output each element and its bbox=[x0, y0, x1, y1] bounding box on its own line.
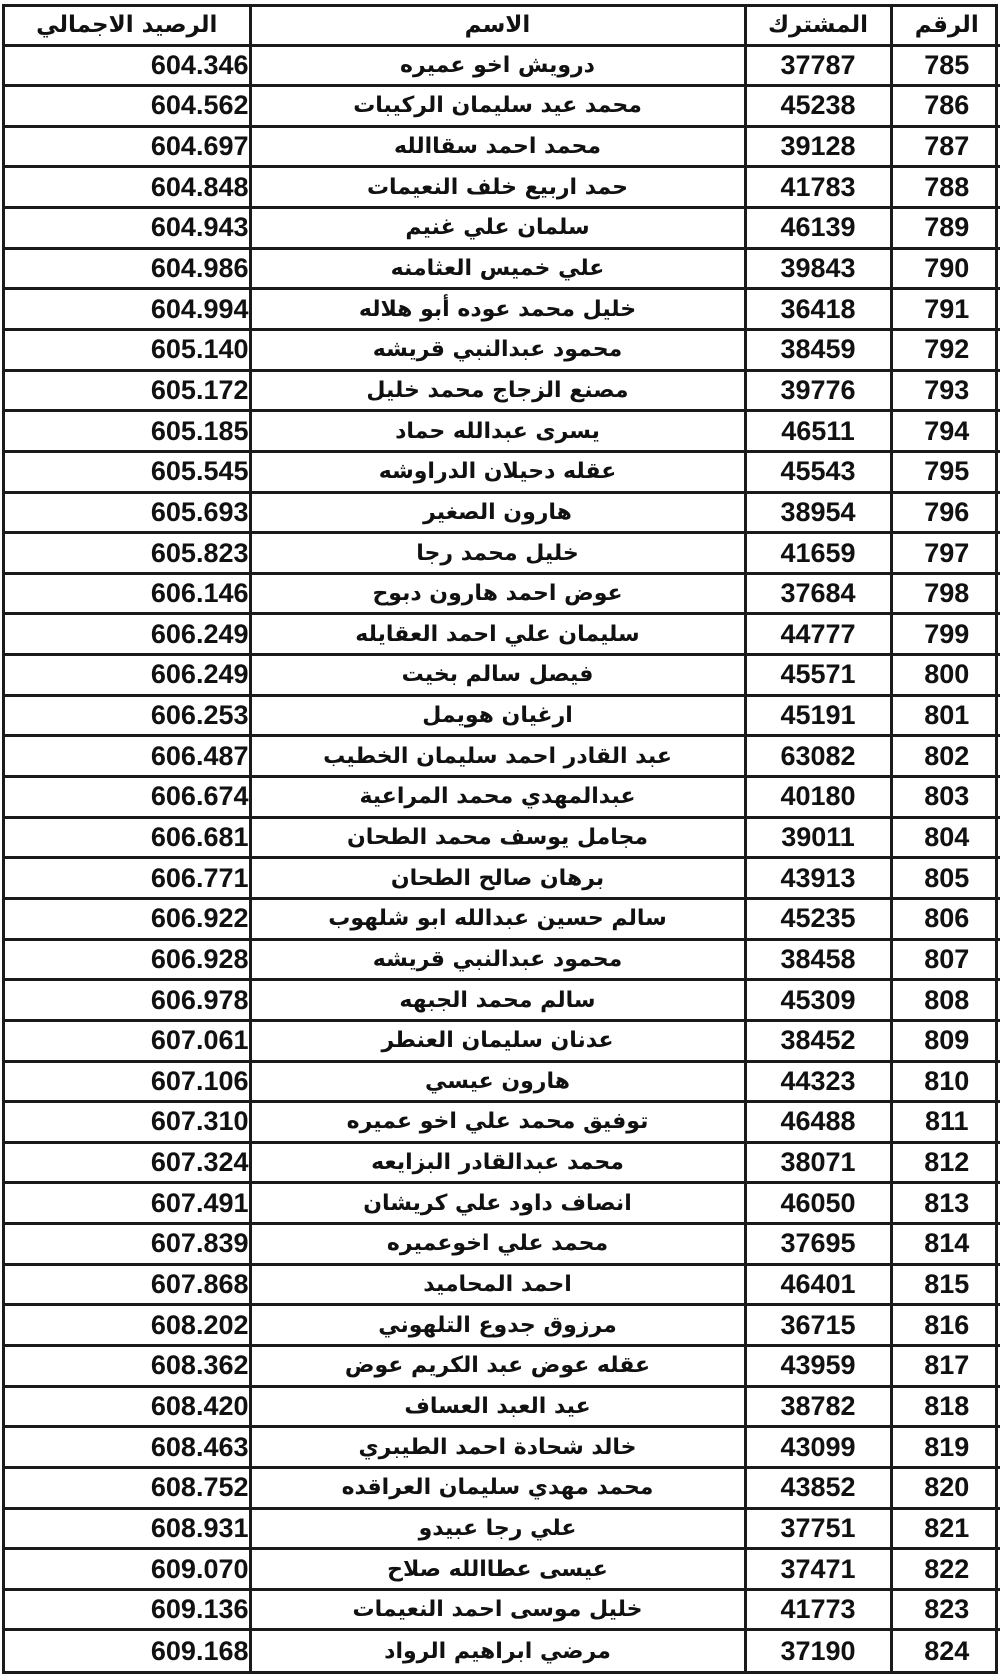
cell-name: علي رجا عبيدو bbox=[250, 1508, 745, 1549]
cell-name: مصنع الزجاج محمد خليل bbox=[250, 370, 745, 411]
table-header-row bbox=[5, 7, 1000, 45]
cell-number: 816 bbox=[891, 1305, 1000, 1346]
cell-number: 817 bbox=[891, 1346, 1000, 1387]
cell-subscriber: 39776 bbox=[745, 370, 891, 411]
cell-subscriber: 41783 bbox=[745, 167, 891, 208]
cell-balance: 607.868 bbox=[5, 1264, 250, 1305]
table-row bbox=[5, 1061, 1000, 1102]
cell-number: 806 bbox=[891, 898, 1000, 939]
header-balance: الرصيد الاجمالي bbox=[5, 7, 250, 45]
cell-subscriber: 46488 bbox=[745, 1102, 891, 1143]
cell-subscriber: 36418 bbox=[745, 289, 891, 330]
cell-name: محمد مهدي سليمان العراقده bbox=[250, 1467, 745, 1508]
cell-balance: 606.487 bbox=[5, 736, 250, 777]
cell-number: 798 bbox=[891, 573, 1000, 614]
cell-balance: 606.674 bbox=[5, 777, 250, 818]
cell-subscriber: 44323 bbox=[745, 1061, 891, 1102]
table-row bbox=[5, 736, 1000, 777]
table-row bbox=[5, 777, 1000, 818]
cell-subscriber: 43852 bbox=[745, 1467, 891, 1508]
cell-balance: 607.839 bbox=[5, 1224, 250, 1265]
table-row bbox=[5, 1346, 1000, 1387]
cell-balance: 609.168 bbox=[150, 1635, 249, 1666]
cell-name: عبد القادر احمد سليمان الخطيب bbox=[250, 736, 745, 777]
cell-balance: 608.202 bbox=[5, 1305, 250, 1346]
cell-name: مرزوق جدوع التلهوني bbox=[250, 1305, 745, 1346]
cell-subscriber: 45543 bbox=[745, 451, 891, 492]
cell-name: سليمان علي احمد العقايله bbox=[250, 614, 745, 655]
cell-number: 820 bbox=[891, 1467, 1000, 1508]
table-row bbox=[5, 817, 1000, 858]
cell-balance: 607.061 bbox=[5, 1020, 250, 1061]
cell-balance: 604.848 bbox=[5, 167, 250, 208]
cell-name: عوض احمد هارون دبوح bbox=[250, 573, 745, 614]
cell-subscriber: 45309 bbox=[745, 980, 891, 1021]
cell-number: 785 bbox=[891, 45, 1000, 86]
table-body bbox=[5, 45, 1000, 1671]
cell-number: 790 bbox=[891, 248, 1000, 289]
cell-name: محمد علي اخوعميره bbox=[250, 1224, 745, 1265]
cell-name: هارون الصغير bbox=[250, 492, 745, 533]
cell-balance: 604.986 bbox=[5, 248, 250, 289]
table-row bbox=[5, 1508, 1000, 1549]
cell-balance: 606.771 bbox=[5, 858, 250, 899]
table-row bbox=[5, 1427, 1000, 1468]
cell-name: عيسى عطاالله صلاح bbox=[250, 1549, 745, 1590]
table-row bbox=[5, 533, 1000, 574]
table-row bbox=[5, 370, 1000, 411]
cell-subscriber: 36715 bbox=[745, 1305, 891, 1346]
table-row bbox=[5, 898, 1000, 939]
header-number: الرقم bbox=[891, 7, 1000, 45]
cell-balance: 608.420 bbox=[5, 1386, 250, 1427]
cell-number: 788 bbox=[891, 167, 1000, 208]
cell-balance: 607.491 bbox=[5, 1183, 250, 1224]
cell-subscriber: 38071 bbox=[745, 1142, 891, 1183]
table-row bbox=[5, 411, 1000, 452]
cell-name: فيصل سالم بخيت bbox=[250, 655, 745, 696]
cell-number: 799 bbox=[891, 614, 1000, 655]
table-row bbox=[5, 1549, 1000, 1590]
cell-number: 811 bbox=[891, 1102, 1000, 1143]
cell-name: خالد شحادة احمد الطيبري bbox=[250, 1427, 745, 1468]
cell-balance: 606.928 bbox=[5, 939, 250, 980]
cell-number: 810 bbox=[891, 1061, 1000, 1102]
cell-number: 822 bbox=[891, 1549, 1000, 1590]
table-row bbox=[5, 1224, 1000, 1265]
cell-balance: 606.681 bbox=[5, 817, 250, 858]
cell-subscriber: 44777 bbox=[745, 614, 891, 655]
cell-name: عبدالمهدي محمد المراعية bbox=[250, 777, 745, 818]
table-row bbox=[5, 248, 1000, 289]
cell-number: 801 bbox=[891, 695, 1000, 736]
cell-number: 807 bbox=[891, 939, 1000, 980]
cell-subscriber: 46050 bbox=[745, 1183, 891, 1224]
cell-balance: 608.752 bbox=[5, 1467, 250, 1508]
table-row bbox=[5, 858, 1000, 899]
cell-name: سلمان علي غنيم bbox=[250, 208, 745, 249]
cell-balance: 605.545 bbox=[5, 451, 250, 492]
cell-subscriber: 40180 bbox=[745, 777, 891, 818]
cell-subscriber: 38459 bbox=[745, 329, 891, 370]
header-subscriber: المشترك bbox=[745, 7, 891, 45]
cell-subscriber: 37695 bbox=[745, 1224, 891, 1265]
cell-name: محمد احمد سقاالله bbox=[250, 126, 745, 167]
cell-number: 823 bbox=[891, 1589, 1000, 1630]
cell-number: 805 bbox=[891, 858, 1000, 899]
cell-name: عيد العبد العساف bbox=[250, 1386, 745, 1427]
table-row bbox=[5, 655, 1000, 696]
cell-subscriber: 38452 bbox=[745, 1020, 891, 1061]
table-row bbox=[5, 1589, 1000, 1630]
table-row bbox=[5, 492, 1000, 533]
cell-number: 796 bbox=[891, 492, 1000, 533]
cell-balance: 604.943 bbox=[5, 208, 250, 249]
cell-name: يسرى عبدالله حماد bbox=[250, 411, 745, 452]
cell-subscriber: 45191 bbox=[745, 695, 891, 736]
cell-balance: 604.994 bbox=[5, 289, 250, 330]
cell-subscriber: 45238 bbox=[745, 86, 891, 127]
cell-balance: 606.978 bbox=[5, 980, 250, 1021]
cell-balance: 608.931 bbox=[5, 1508, 250, 1549]
cell-subscriber: 37190 bbox=[745, 1630, 891, 1671]
table-row bbox=[5, 939, 1000, 980]
table-row bbox=[5, 167, 1000, 208]
cell-name: سالم حسين عبدالله ابو شلهوب bbox=[250, 898, 745, 939]
table-row bbox=[5, 980, 1000, 1021]
cell-name: خليل محمد رجا bbox=[250, 533, 745, 574]
cell-number: 813 bbox=[891, 1183, 1000, 1224]
cell-subscriber: 37787 bbox=[745, 45, 891, 86]
cell-subscriber: 46511 bbox=[745, 411, 891, 452]
cell-name: خليل محمد عوده أبو هلاله bbox=[250, 289, 745, 330]
cell-name: سالم محمد الجبهه bbox=[250, 980, 745, 1021]
cell-number: 797 bbox=[891, 533, 1000, 574]
table-row bbox=[5, 1305, 1000, 1346]
cell-number: 802 bbox=[891, 736, 1000, 777]
cell-subscriber: 43099 bbox=[745, 1427, 891, 1468]
cell-number: 808 bbox=[891, 980, 1000, 1021]
cell-balance: 606.922 bbox=[5, 898, 250, 939]
cell-subscriber: 37471 bbox=[745, 1549, 891, 1590]
cell-number: 794 bbox=[891, 411, 1000, 452]
cell-balance: 605.172 bbox=[5, 370, 250, 411]
table-row bbox=[5, 1102, 1000, 1143]
cell-name: علي خميس العثامنه bbox=[250, 248, 745, 289]
table-row bbox=[5, 208, 1000, 249]
cell-name: درويش اخو عميره bbox=[250, 45, 745, 86]
cell-number: 824 bbox=[891, 1630, 1000, 1671]
table-row bbox=[5, 573, 1000, 614]
cell-name: احمد المحاميد bbox=[250, 1264, 745, 1305]
cell-number: 786 bbox=[891, 86, 1000, 127]
table-row bbox=[5, 614, 1000, 655]
cell-balance: 605.185 bbox=[5, 411, 250, 452]
cell-number: 793 bbox=[891, 370, 1000, 411]
table-row bbox=[5, 1467, 1000, 1508]
cell-balance: 609.070 bbox=[5, 1549, 250, 1590]
cell-name: عدنان سليمان العنطر bbox=[250, 1020, 745, 1061]
table-row bbox=[5, 451, 1000, 492]
table-row bbox=[5, 126, 1000, 167]
cell-balance: 608.362 bbox=[5, 1346, 250, 1387]
cell-balance: 607.324 bbox=[5, 1142, 250, 1183]
cell-balance: 606.249 bbox=[5, 655, 250, 696]
cell-name: محمود عبدالنبي قريشه bbox=[250, 329, 745, 370]
cell-subscriber: 38954 bbox=[745, 492, 891, 533]
cell-name: برهان صالح الطحان bbox=[250, 858, 745, 899]
cell-name: توفيق محمد علي اخو عميره bbox=[250, 1102, 745, 1143]
cell-number: 787 bbox=[891, 126, 1000, 167]
cell-name: مجامل يوسف محمد الطحان bbox=[250, 817, 745, 858]
cell-subscriber: 46401 bbox=[745, 1264, 891, 1305]
cell-balance: 606.253 bbox=[5, 695, 250, 736]
cell-number: 800 bbox=[891, 655, 1000, 696]
balance-table bbox=[5, 7, 1000, 1671]
cell-number: 812 bbox=[891, 1142, 1000, 1183]
cell-subscriber: 37684 bbox=[745, 573, 891, 614]
cell-number: 809 bbox=[891, 1020, 1000, 1061]
cell-number: 818 bbox=[891, 1386, 1000, 1427]
cell-number: 815 bbox=[891, 1264, 1000, 1305]
cell-subscriber: 43959 bbox=[745, 1346, 891, 1387]
cell-balance: 606.146 bbox=[5, 573, 250, 614]
cell-subscriber: 45571 bbox=[745, 655, 891, 696]
table-row bbox=[5, 1630, 1000, 1671]
cell-subscriber: 41659 bbox=[745, 533, 891, 574]
cell-balance: 607.310 bbox=[5, 1102, 250, 1143]
cell-name: محمد عبدالقادر البزايعه bbox=[250, 1142, 745, 1183]
table-row bbox=[5, 45, 1000, 86]
cell-number: 819 bbox=[891, 1427, 1000, 1468]
cell-subscriber: 38458 bbox=[745, 939, 891, 980]
cell-balance: 605.693 bbox=[5, 492, 250, 533]
table-row bbox=[5, 86, 1000, 127]
cell-name: انصاف داود علي كريشان bbox=[250, 1183, 745, 1224]
cell-subscriber: 41773 bbox=[745, 1589, 891, 1630]
cell-subscriber: 45235 bbox=[745, 898, 891, 939]
cell-name: عقله عوض عبد الكريم عوض bbox=[250, 1346, 745, 1387]
cell-balance: 609.136 bbox=[5, 1589, 250, 1630]
cell-number: 792 bbox=[891, 329, 1000, 370]
cell-subscriber: 46139 bbox=[745, 208, 891, 249]
cell-number: 821 bbox=[891, 1508, 1000, 1549]
cell-balance: 605.140 bbox=[5, 329, 250, 370]
table-row bbox=[5, 329, 1000, 370]
cell-number: 804 bbox=[891, 817, 1000, 858]
cell-subscriber: 39011 bbox=[745, 817, 891, 858]
cell-name: عقله دحيلان الدراوشه bbox=[250, 451, 745, 492]
cell-subscriber: 37751 bbox=[745, 1508, 891, 1549]
cell-balance: 605.823 bbox=[5, 533, 250, 574]
cell-number: 795 bbox=[891, 451, 1000, 492]
table-row bbox=[5, 1264, 1000, 1305]
cell-subscriber: 63082 bbox=[745, 736, 891, 777]
cell-number: 789 bbox=[891, 208, 1000, 249]
cell-name: خليل موسى احمد النعيمات bbox=[250, 1589, 745, 1630]
cell-subscriber: 39128 bbox=[745, 126, 891, 167]
table-row bbox=[5, 1020, 1000, 1061]
cell-subscriber: 43913 bbox=[745, 858, 891, 899]
table-row bbox=[5, 1142, 1000, 1183]
cell-number: 791 bbox=[891, 289, 1000, 330]
cell-balance: 608.463 bbox=[5, 1427, 250, 1468]
cell-name: هارون عيسي bbox=[250, 1061, 745, 1102]
header-name: الاسم bbox=[250, 7, 745, 45]
cell-balance: 607.106 bbox=[5, 1061, 250, 1102]
cell-name: مرضي ابراهيم الرواد bbox=[250, 1630, 745, 1671]
cell-balance: 604.346 bbox=[5, 45, 250, 86]
table-row bbox=[5, 1183, 1000, 1224]
cell-number: 803 bbox=[891, 777, 1000, 818]
cell-name: محمد عيد سليمان الركيبات bbox=[250, 86, 745, 127]
cell-balance: 604.697 bbox=[5, 126, 250, 167]
cell-subscriber: 38782 bbox=[745, 1386, 891, 1427]
cell-name: محمود عبدالنبي قريشه bbox=[250, 939, 745, 980]
balance-table-frame bbox=[2, 4, 998, 1674]
cell-number: 814 bbox=[891, 1224, 1000, 1265]
cell-name: ارغيان هويمل bbox=[250, 695, 745, 736]
cell-name: حمد اربيع خلف النعيمات bbox=[250, 167, 745, 208]
table-row bbox=[5, 289, 1000, 330]
table-row bbox=[5, 1386, 1000, 1427]
table-row bbox=[5, 695, 1000, 736]
cell-balance: 606.249 bbox=[5, 614, 250, 655]
cell-subscriber: 39843 bbox=[745, 248, 891, 289]
cell-balance: 604.562 bbox=[5, 86, 250, 127]
